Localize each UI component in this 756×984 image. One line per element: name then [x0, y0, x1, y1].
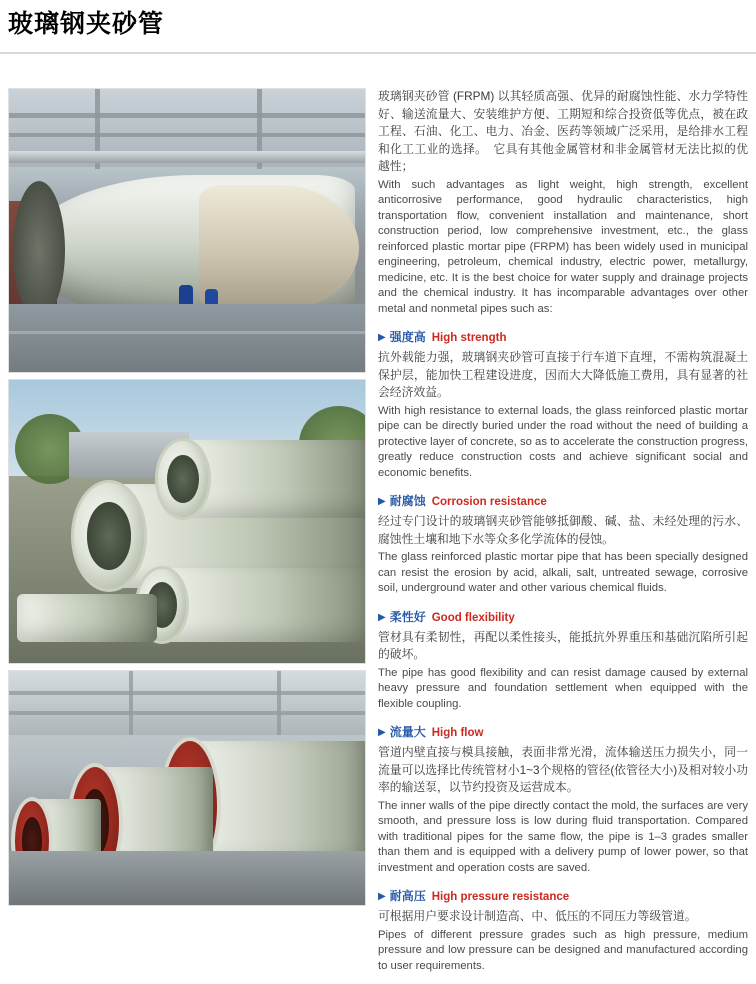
image-gallery	[8, 88, 366, 912]
section-heading-cn: 流量大	[389, 725, 426, 739]
workshop-floor	[9, 304, 365, 372]
roof-beam	[9, 113, 365, 118]
section-heading-en: High pressure resistance	[431, 891, 570, 903]
intro-paragraph-cn: 玻璃钢夹砂管 (FRPM) 以其轻质高强、优异的耐腐蚀性能、水力学特性好、输送流量大、安装维护方便、工期短和综合投资低等优点，被在政工程、石油、化工、电力、冶金、医药等领域广泛采用，是给排水工程和化工工业的选择。 它具有其他金属管材和非金属管材无法比拟的优越性；	[378, 89, 748, 173]
title-divider	[0, 52, 756, 54]
hall-floor	[9, 851, 365, 905]
arrow-right-icon: ▶	[378, 496, 386, 507]
arrow-right-icon: ▶	[378, 332, 386, 343]
section-heading-cn: 强度高	[389, 330, 426, 344]
section-body-en: The glass reinforced plastic mortar pipe that has been specially designed can resist the erosion by acid, alkali, salt, untreated sewage, corrosive soil, underground water and other various chemical fluids.	[378, 551, 748, 594]
photo-pipe-winding-workshop	[8, 88, 366, 373]
pipe-body	[17, 594, 157, 642]
section-heading-en: High flow	[431, 727, 484, 739]
section-heading-high-strength	[378, 329, 748, 347]
arrow-right-icon: ▶	[378, 611, 386, 623]
section-heading-cn: 柔性好	[389, 609, 426, 624]
pipe-open-face	[71, 480, 147, 592]
section-heading-high-pressure-resistance	[378, 888, 748, 906]
section-heading-en: High strength	[431, 332, 507, 344]
pipe-open-end	[13, 181, 65, 319]
section-heading-high-flow	[378, 724, 748, 742]
section-body-en: Pipes of different pressure grades such as high pressure, medium pressure and low pressure can be designed and manufactured according to user requirements.	[378, 928, 748, 972]
pipe-body	[159, 568, 366, 642]
section-body-cn: 管道内壁直接与模具接触，表面非常光滑，流体输送压力损失小，同一流量可以选择比传统管材小1~3个规格的管径(依管径大小)及相对较小功率的输送泵，以节约投资及运营成本。	[378, 745, 748, 794]
roof-truss	[9, 691, 365, 695]
arrow-right-icon: ▶	[378, 891, 386, 902]
section-body-cn: 抗外载能力强，玻璃钢夹砂管可直接于行车道下直埋，不需构筑混凝土保护层，能加快工程建设进度，因而大大降低施工费用，具有显著的社会经济效益。	[378, 350, 748, 399]
roof-column	[129, 671, 133, 735]
photo-stacked-pipes-outdoor	[8, 379, 366, 664]
roof-beam	[9, 133, 365, 137]
secondary-pipe-body	[199, 185, 359, 311]
section-heading-cn: 耐高压	[389, 889, 426, 903]
arrow-right-icon: ▶	[378, 727, 386, 738]
section-heading-good-flexibility	[378, 609, 748, 627]
page-title: 玻璃钢夹砂管	[8, 10, 165, 38]
pipe-open-face	[155, 438, 211, 520]
section-heading-corrosion-resistance	[378, 493, 748, 511]
section-body-en: The inner walls of the pipe directly contact the mold, the surfaces are very smooth, and pressure loss is low during fluid transportation. Compared with traditional pipes for the same flow, the pipe is 1–3 grades smaller than them and is equipped with a delivery pump of lower power, so that investment and operation costs are saved.	[378, 799, 748, 874]
description-column	[378, 88, 748, 984]
overhead-crane-rail	[9, 151, 365, 163]
roof-column	[277, 671, 281, 735]
section-body-cn: 经过专门设计的玻璃钢夹砂管能够抵御酸、碱、盐、未经处理的污水、腐蚀性土壤和地下水等众多化学流体的侵蚀。	[378, 514, 748, 546]
section-body-en: With high resistance to external loads, the glass reinforced plastic mortar pipe can be directly buried under the road without the need of building a protective layer of concrete, so as to accelerate the construction progress, greatly reduce construction costs and achieve significant social and economic benefits.	[378, 404, 748, 479]
section-body-en: The pipe has good flexibility and can resist damage caused by external heavy pressure and foundation settlement when equipped with the flexible coupling.	[378, 666, 748, 710]
section-heading-en: Good flexibility	[431, 611, 515, 624]
section-heading-en: Corrosion resistance	[431, 496, 547, 508]
intro-paragraph-en: With such advantages as light weight, high strength, excellent anticorrosive performance, good hydraulic characteristics, high transportation flow, convenient installation and maintenance, short construction period, low comprehensive investment, etc., the glass reinforced plastic mortar pipe (FRPM) has been widely used in municipal engineering, petroleum, chemical industry, electric power, metallurgy, medicine, etc. It is the best choice for water supply and drainage projects and the chemical industry. It has incomparable advantages over other metal and nonmetal pipes such as:	[378, 178, 748, 315]
roof-truss	[9, 711, 365, 715]
section-body-cn: 可根据用户要求设计制造高、中、低压的不同压力等级管道。	[378, 909, 697, 923]
hall-roof	[9, 671, 365, 735]
section-heading-cn: 耐腐蚀	[389, 494, 426, 508]
photo-large-pipes-red-ends	[8, 670, 366, 906]
section-body-cn: 管材具有柔韧性，再配以柔性接头，能抵抗外界重压和基础沉陷所引起的破坏。	[378, 629, 748, 661]
content-area	[0, 88, 756, 972]
floor-line	[9, 331, 365, 334]
